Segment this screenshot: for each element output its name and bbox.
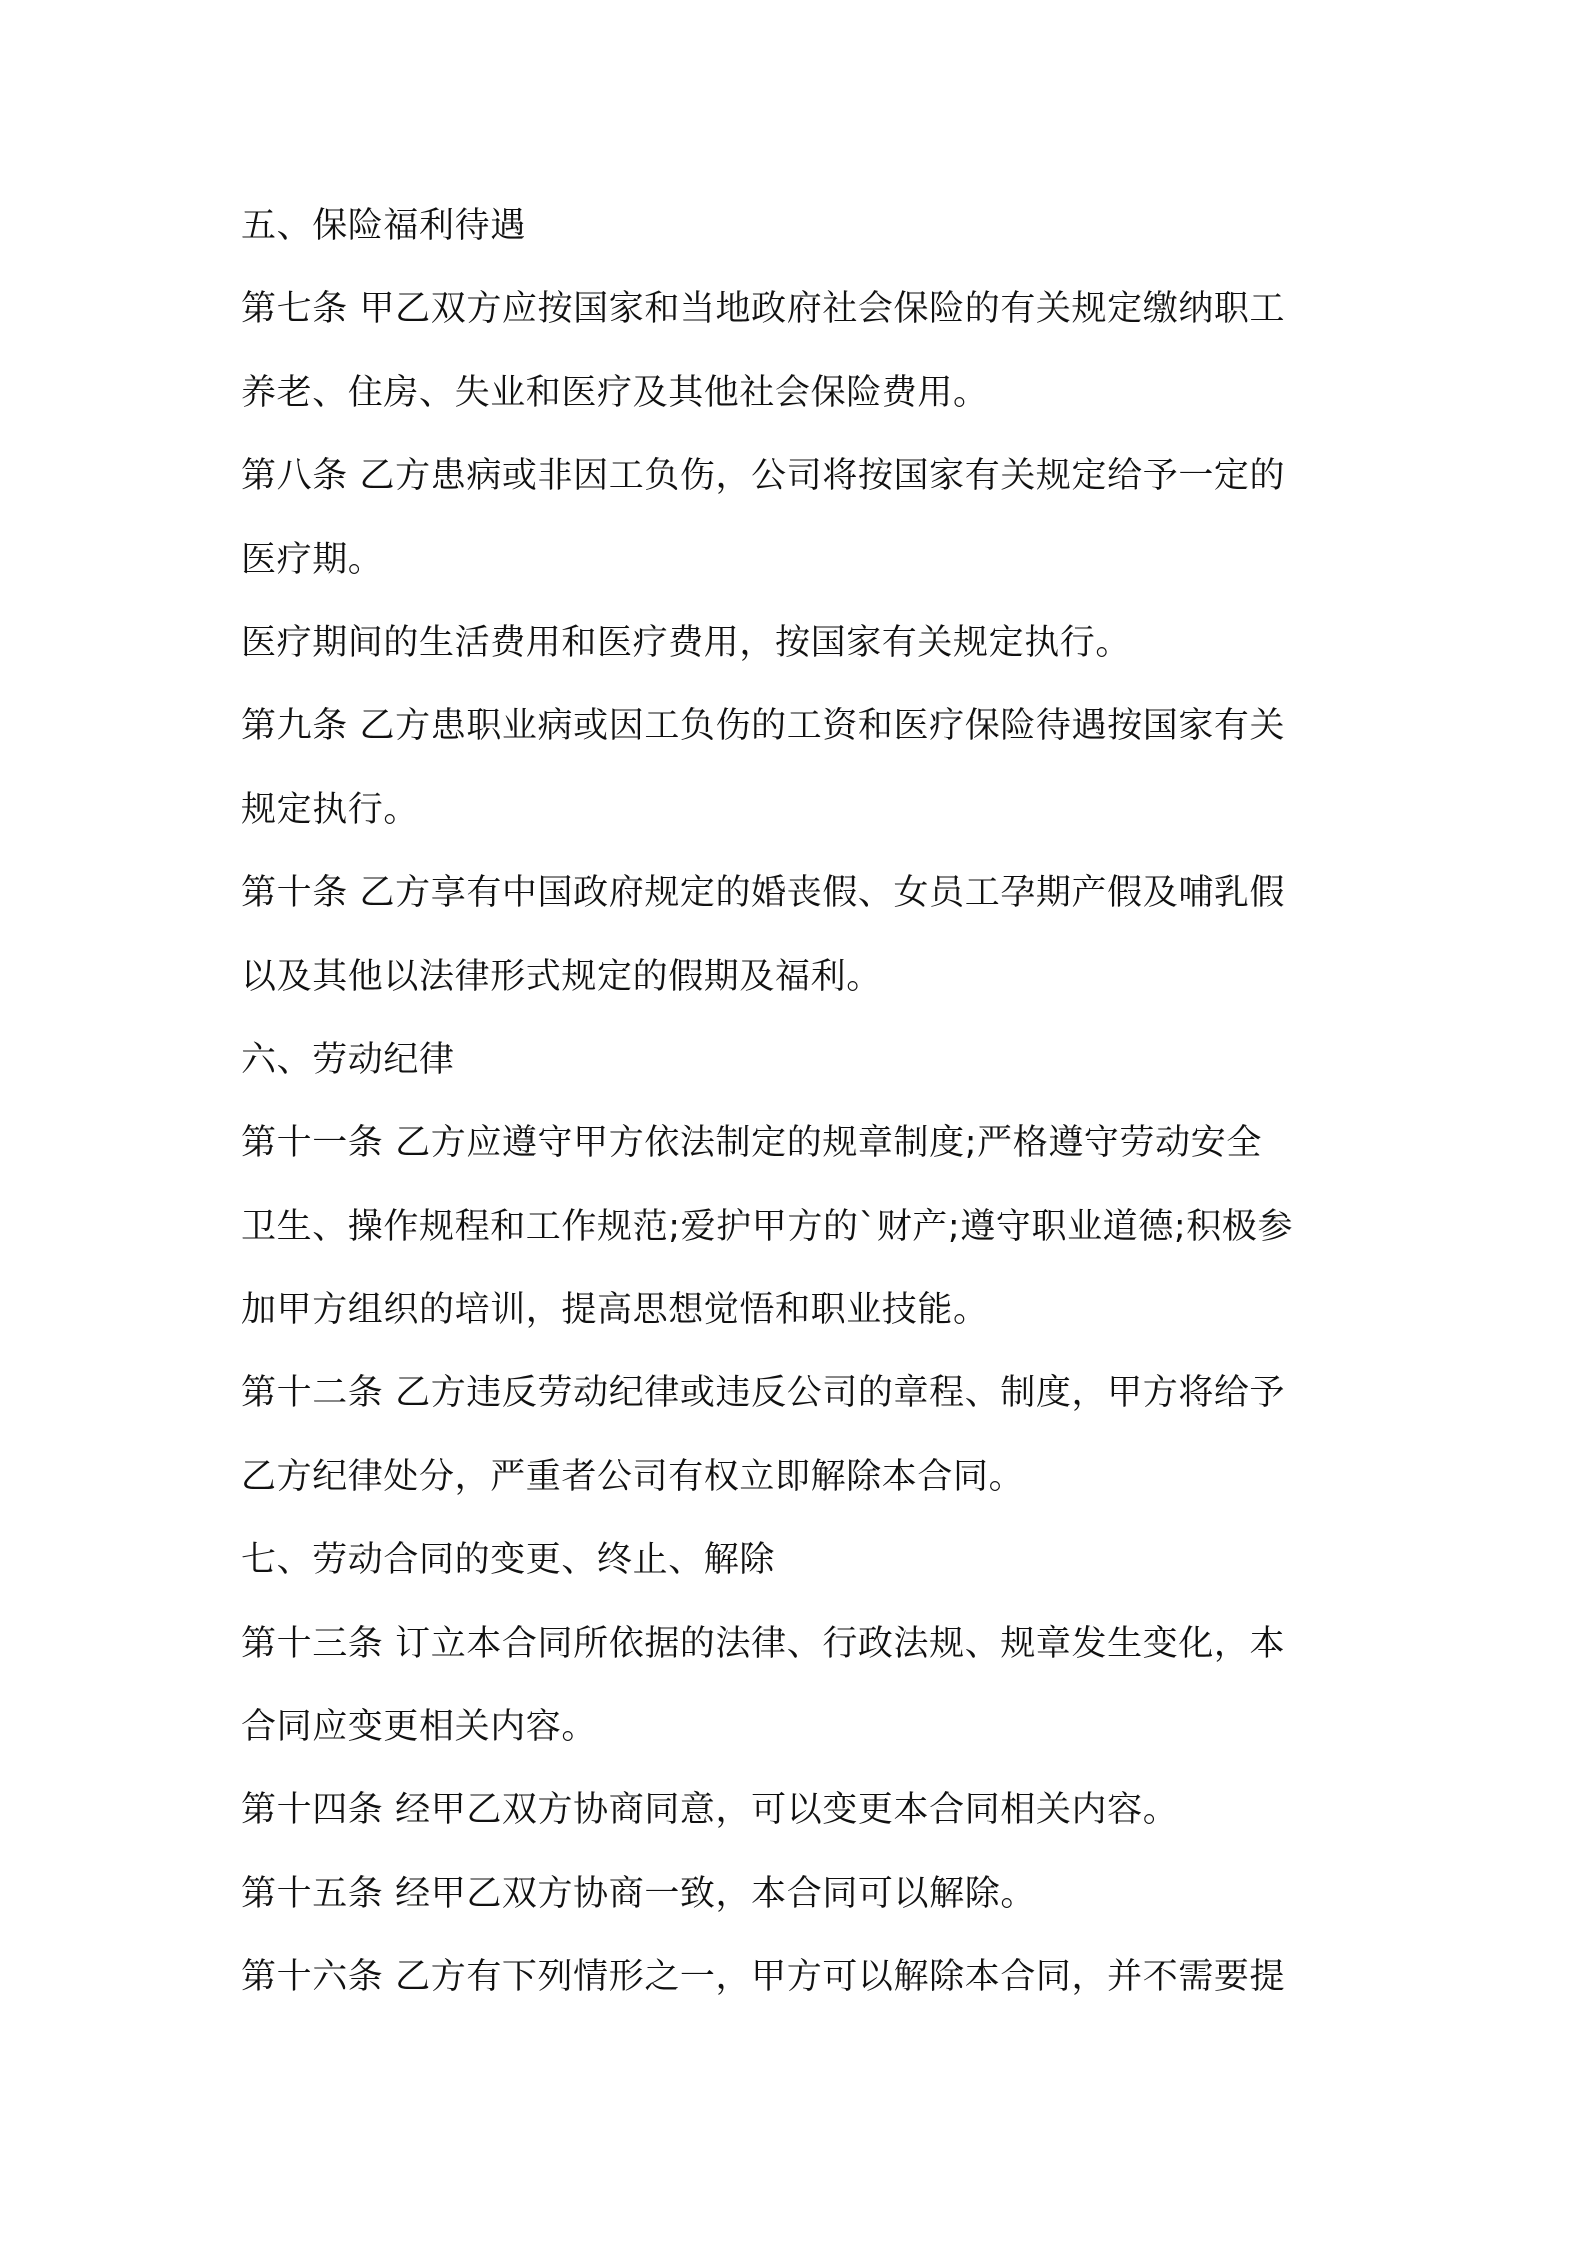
article-8-line-2: 医疗期。 [241, 539, 384, 580]
article-14-line-1: 第十四条 经甲乙双方协商同意，可以变更本合同相关内容。 [241, 1790, 1179, 1831]
article-13-line-2: 合同应变更相关内容。 [241, 1707, 598, 1748]
article-7-line-2: 养老、住房、失业和医疗及其他社会保险费用。 [241, 372, 989, 413]
section-heading-contract-changes: 七、劳动合同的变更、终止、解除 [241, 1540, 776, 1581]
article-8-line-1: 第八条 乙方患病或非因工负伤，公司将按国家有关规定给予一定的 [241, 456, 1286, 497]
article-11-line-1: 第十一条 乙方应遵守甲方依法制定的规章制度;严格遵守劳动安全 [241, 1123, 1262, 1164]
article-11-line-3: 加甲方组织的培训，提高思想觉悟和职业技能。 [241, 1290, 989, 1331]
document-body [241, 200, 1351, 2035]
article-9-line-2: 规定执行。 [241, 789, 420, 830]
article-12-line-1: 第十二条 乙方违反劳动纪律或违反公司的章程、制度，甲方将给予 [241, 1373, 1286, 1414]
article-8-line-3: 医疗期间的生活费用和医疗费用，按国家有关规定执行。 [241, 622, 1132, 663]
article-12-line-2: 乙方纪律处分，严重者公司有权立即解除本合同。 [241, 1456, 1025, 1497]
article-9-line-1: 第九条 乙方患职业病或因工负伤的工资和医疗保险待遇按国家有关 [241, 706, 1286, 747]
article-11-line-2: 卫生、操作规程和工作规范;爱护甲方的`财产;遵守职业道德;积极参 [241, 1206, 1294, 1247]
article-13-line-1: 第十三条 订立本合同所依据的法律、行政法规、规章发生变化，本 [241, 1623, 1286, 1664]
article-15-line-1: 第十五条 经甲乙双方协商一致，本合同可以解除。 [241, 1873, 1036, 1914]
article-10-line-2: 以及其他以法律形式规定的假期及福利。 [241, 956, 882, 997]
article-10-line-1: 第十条 乙方享有中国政府规定的婚丧假、女员工孕期产假及哺乳假 [241, 873, 1286, 914]
article-7-line-1: 第七条 甲乙双方应按国家和当地政府社会保险的有关规定缴纳职工 [241, 289, 1286, 330]
section-heading-insurance-welfare: 五、保险福利待遇 [241, 206, 526, 246]
article-16-line-1: 第十六条 乙方有下列情形之一，甲方可以解除本合同，并不需要提 [241, 1957, 1286, 1998]
section-heading-labor-discipline: 六、劳动纪律 [241, 1039, 455, 1080]
